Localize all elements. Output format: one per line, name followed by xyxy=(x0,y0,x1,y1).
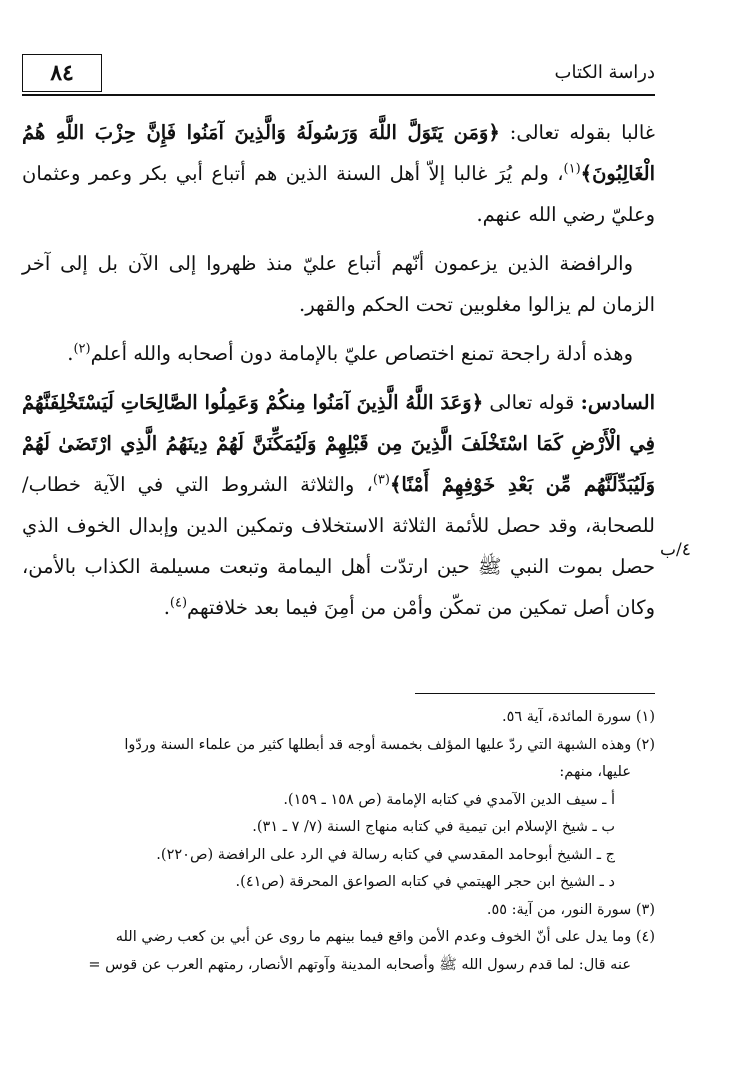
page-header xyxy=(22,52,655,96)
footnote-4-cont: عنه قال: لما قدم رسول الله ﷺ وأصحابه المدينة وآوتهم الأنصار، رمتهم العرب عن قوس = xyxy=(88,956,631,973)
quran-verse: ﴿وَمَن يَتَوَلَّ اللَّهَ وَرَسُولَهُ وَالَّذِينَ آمَنُوا فَإِنَّ حِزْبَ اللَّهِ هُمُ الْغَالِبُونَ﴾ xyxy=(22,121,655,185)
footnotes xyxy=(22,704,655,979)
footnote-2-source-c: ج ـ الشيخ أبوحامد المقدسي في كتابه رسالة في الرد على الرافضة (ص٢٢٠). xyxy=(156,846,615,863)
footnote-1: (١) سورة المائدة، آية ٥٦. xyxy=(502,709,655,725)
text: . xyxy=(67,342,74,365)
running-title: دراسة الكتاب xyxy=(554,62,655,83)
footnote-2: (٢) وهذه الشبهة التي ردّ عليها المؤلف بخمسة أوجه قد أبطلها كثير من علماء السنة وردّوا xyxy=(124,736,655,753)
paragraph-2: والرافضة الذين يزعمون أنّهم أتباع عليّ منذ ظهروا إلى الآن بل إلى آخر الزمان لم يزالوا مغلوبين تحت الحكم والقهر. xyxy=(22,252,655,316)
page-number: ٨٤ xyxy=(22,54,102,92)
manuscript-folio-marker: ٤/ب xyxy=(660,540,691,560)
text: وهذه أدلة راجحة تمنع اختصاص عليّ بالإمامة دون أصحابه والله أعلم xyxy=(90,342,633,365)
footnote-2-source-b: ب ـ شيخ الإسلام ابن تيمية في كتابه منهاج السنة (٧/ ٧ ـ ٣١). xyxy=(252,819,615,835)
text: قوله تعالى xyxy=(483,391,581,414)
paragraph-3 xyxy=(22,333,655,374)
footnote-ref-1[interactable]: (١) xyxy=(563,161,581,177)
main-text xyxy=(22,112,655,628)
text: ، ولم يُرَ غالبا إلاّ أهل السنة الذين هم أتباع أبي بكر وعمر وعثمان وعليّ رضي الله عنهم. xyxy=(22,162,655,226)
text: ، والثلاثة الشروط التي في الآية خطاب/ للصحابة، وقد حصل للأئمة الثلاثة الاستخلاف وتمكين الدين وإبدال الخوف الذي حصل بموت النبي ﷺ حين ارتدّت أهل اليمامة وتبعت مسيلمة الكذاب بالأمن، وكان أصل تمكين من تمكّن وأمْن من أمِنَ فيما بعد خلافتهم xyxy=(22,473,655,619)
footnote-ref-2[interactable]: (٢) xyxy=(73,341,91,357)
footnote-divider xyxy=(415,693,655,694)
text: . xyxy=(163,596,170,619)
quran-verse: ﴿وَعَدَ اللَّهُ الَّذِينَ آمَنُوا مِنكُمْ وَعَمِلُوا الصَّالِحَاتِ لَيَسْتَخْلِفَنَّهُمْ فِي الْأَرْضِ كَمَا اسْتَخْلَفَ الَّذِينَ مِن قَبْلِهِمْ وَلَيُمَكِّنَنَّ لَهُمْ دِينَهُمُ الَّذِي ارْتَضَىٰ لَهُمْ وَلَيُبَدِّلَنَّهُم مِّن بَعْدِ خَوْفِهِمْ أَمْنًا﴾ xyxy=(22,391,655,496)
footnote-2-source-d: د ـ الشيخ ابن حجر الهيتمي في كتابه الصواعق المحرقة (ص٤١). xyxy=(235,874,615,890)
paragraph-1 xyxy=(22,112,655,235)
footnote-3: (٣) سورة النور، من آية: ٥٥. xyxy=(486,901,655,918)
footnote-2-source-a: أ ـ سيف الدين الآمدي في كتابه الإمامة (ص ١٥٨ ـ ١٥٩). xyxy=(283,791,615,808)
section-lead: السادس: xyxy=(580,391,656,414)
paragraph-4 xyxy=(22,382,655,628)
footnote-ref-3[interactable]: (٣) xyxy=(372,472,390,488)
footnote-2-cont: عليها، منهم: xyxy=(559,764,631,780)
text: غالبا بقوله تعالى: xyxy=(499,121,655,144)
footnote-ref-4[interactable]: (٤) xyxy=(169,595,188,611)
footnote-4: (٤) وما يدل على أنّ الخوف وعدم الأمن واقع فيما بينهم ما روى عن أبي بن كعب رضي الله xyxy=(115,929,655,945)
